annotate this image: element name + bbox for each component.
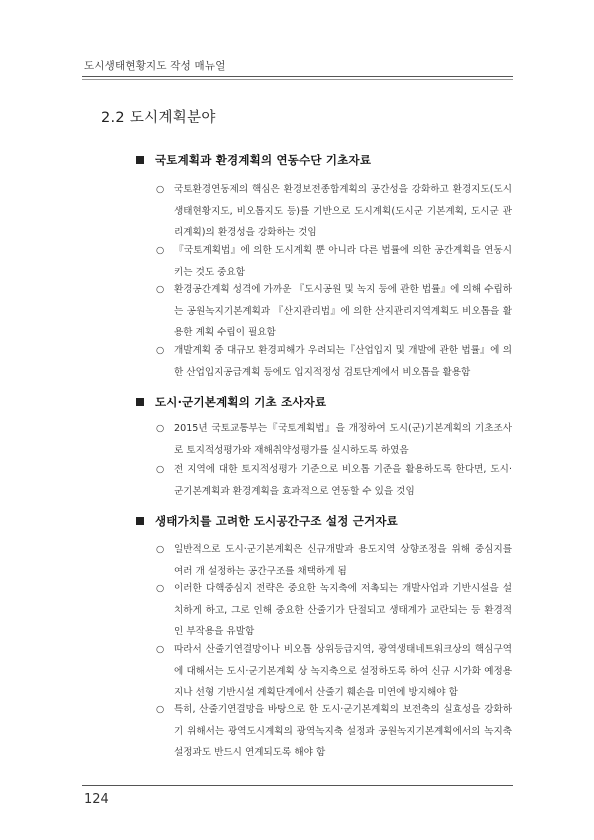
list-item-text: 일반적으로 도시·군기본계획은 신규개발과 용도지역 상향조정을 위해 중심지를 여러 개 설정하는 공간구조를 채택하게 됨 bbox=[174, 544, 512, 577]
header-rule-thin bbox=[82, 79, 513, 80]
circle-bullet-icon: ○ bbox=[156, 583, 165, 594]
header-rule bbox=[82, 76, 513, 77]
list-item-text: 개발계획 중 대규모 환경피해가 우려되는『산업입지 및 개발에 관한 법률』에 의한 산업입지공급계획 등에도 입지적정성 검토단계에서 비오톱을 활용함 bbox=[174, 345, 512, 378]
circle-bullet-icon: ○ bbox=[156, 704, 165, 715]
footer-rule bbox=[82, 785, 513, 786]
circle-bullet-icon: ○ bbox=[156, 345, 165, 356]
list-item bbox=[156, 578, 512, 643]
square-bullet-icon bbox=[136, 517, 144, 525]
circle-bullet-icon: ○ bbox=[156, 544, 165, 555]
list-item bbox=[156, 179, 512, 244]
subsection-heading bbox=[136, 394, 326, 410]
running-header: 도시생태현황지도 작성 매뉴얼 bbox=[84, 60, 226, 72]
list-item-text: 이러한 다핵중심지 전략은 중요한 녹지축에 저촉되는 개발사업과 기반시설을 설치하게 하고, 그로 인해 중요한 산줄기가 단절되고 생태계가 교란되는 등 환경적인 부작용을 유발함 bbox=[174, 583, 512, 637]
list-item-text: 따라서 산줄기연결망이나 비오톱 상위등급지역, 광역생태네트워크상의 핵심구역에 대해서는 도시·군기본계획 상 녹지축으로 설정하도록 하여 신규 시가화 예정용지나 선형 기반시설 계획단계에서 산줄기 훼손을 미연에 방지해야 함 bbox=[174, 644, 512, 698]
list-item bbox=[156, 279, 512, 344]
list-item bbox=[156, 639, 512, 704]
list-item-text: 환경공간계획 성격에 가까운 『도시공원 및 녹지 등에 관한 법률』에 의해 수립하는 공원녹지기본계획과 『산지관리법』에 의한 산지관리지역계획도 비오톱을 활용한 계획 수립이 필요함 bbox=[174, 284, 512, 338]
subsection-heading-text: 생태가치를 고려한 도시공간구조 설정 근거자료 bbox=[155, 514, 398, 528]
square-bullet-icon bbox=[136, 156, 144, 164]
circle-bullet-icon: ○ bbox=[156, 184, 165, 195]
list-item bbox=[156, 539, 512, 582]
list-item-text: 2015년 국토교통부는『국토계획법』을 개정하여 도시(군)기본계획의 기초조사로 토지적성평가와 재해취약성평가를 실시하도록 하였음 bbox=[174, 423, 512, 456]
circle-bullet-icon: ○ bbox=[156, 423, 165, 434]
page-number: 124 bbox=[84, 792, 109, 807]
list-item-text: 특히, 산줄기연결망을 바탕으로 한 도시·군기본계획의 보전축의 실효성을 강화하기 위해서는 광역도시계획의 광역녹지축 설정과 공원녹지기본계획에서의 녹지축 설정과도 반드시 연계되도록 해야 함 bbox=[174, 704, 512, 758]
subsection-heading bbox=[136, 513, 398, 529]
circle-bullet-icon: ○ bbox=[156, 644, 165, 655]
subsection-heading-text: 도시·군기본계획의 기초 조사자료 bbox=[155, 395, 327, 409]
list-item bbox=[156, 459, 512, 502]
section-title: 2.2 도시계획분야 bbox=[101, 110, 216, 126]
list-item-text: 전 지역에 대한 토지적성평가 기준으로 비오톱 기준을 활용하도록 한다면, 도시·군기본계획과 환경계획을 효과적으로 연동할 수 있을 것임 bbox=[174, 464, 512, 497]
circle-bullet-icon: ○ bbox=[156, 284, 165, 295]
list-item bbox=[156, 418, 512, 461]
list-item-text: 『국토계획법』에 의한 도시계획 뿐 아니라 다른 법률에 의한 공간계획을 연동시키는 것도 중요함 bbox=[174, 245, 512, 278]
circle-bullet-icon: ○ bbox=[156, 245, 165, 256]
circle-bullet-icon: ○ bbox=[156, 464, 165, 475]
list-item bbox=[156, 340, 512, 383]
square-bullet-icon bbox=[136, 398, 144, 406]
list-item bbox=[156, 699, 512, 764]
list-item bbox=[156, 240, 512, 283]
list-item-text: 국토환경연동제의 핵심은 환경보전종합계획의 공간성을 강화하고 환경지도(도시생태현황지도, 비오톱지도 등)를 기반으로 도시계획(도시군 기본계획, 도시군 관리계획)의 환경성을 강화하는 것임 bbox=[174, 184, 512, 238]
subsection-heading bbox=[136, 152, 371, 168]
subsection-heading-text: 국토계획과 환경계획의 연동수단 기초자료 bbox=[155, 153, 372, 167]
